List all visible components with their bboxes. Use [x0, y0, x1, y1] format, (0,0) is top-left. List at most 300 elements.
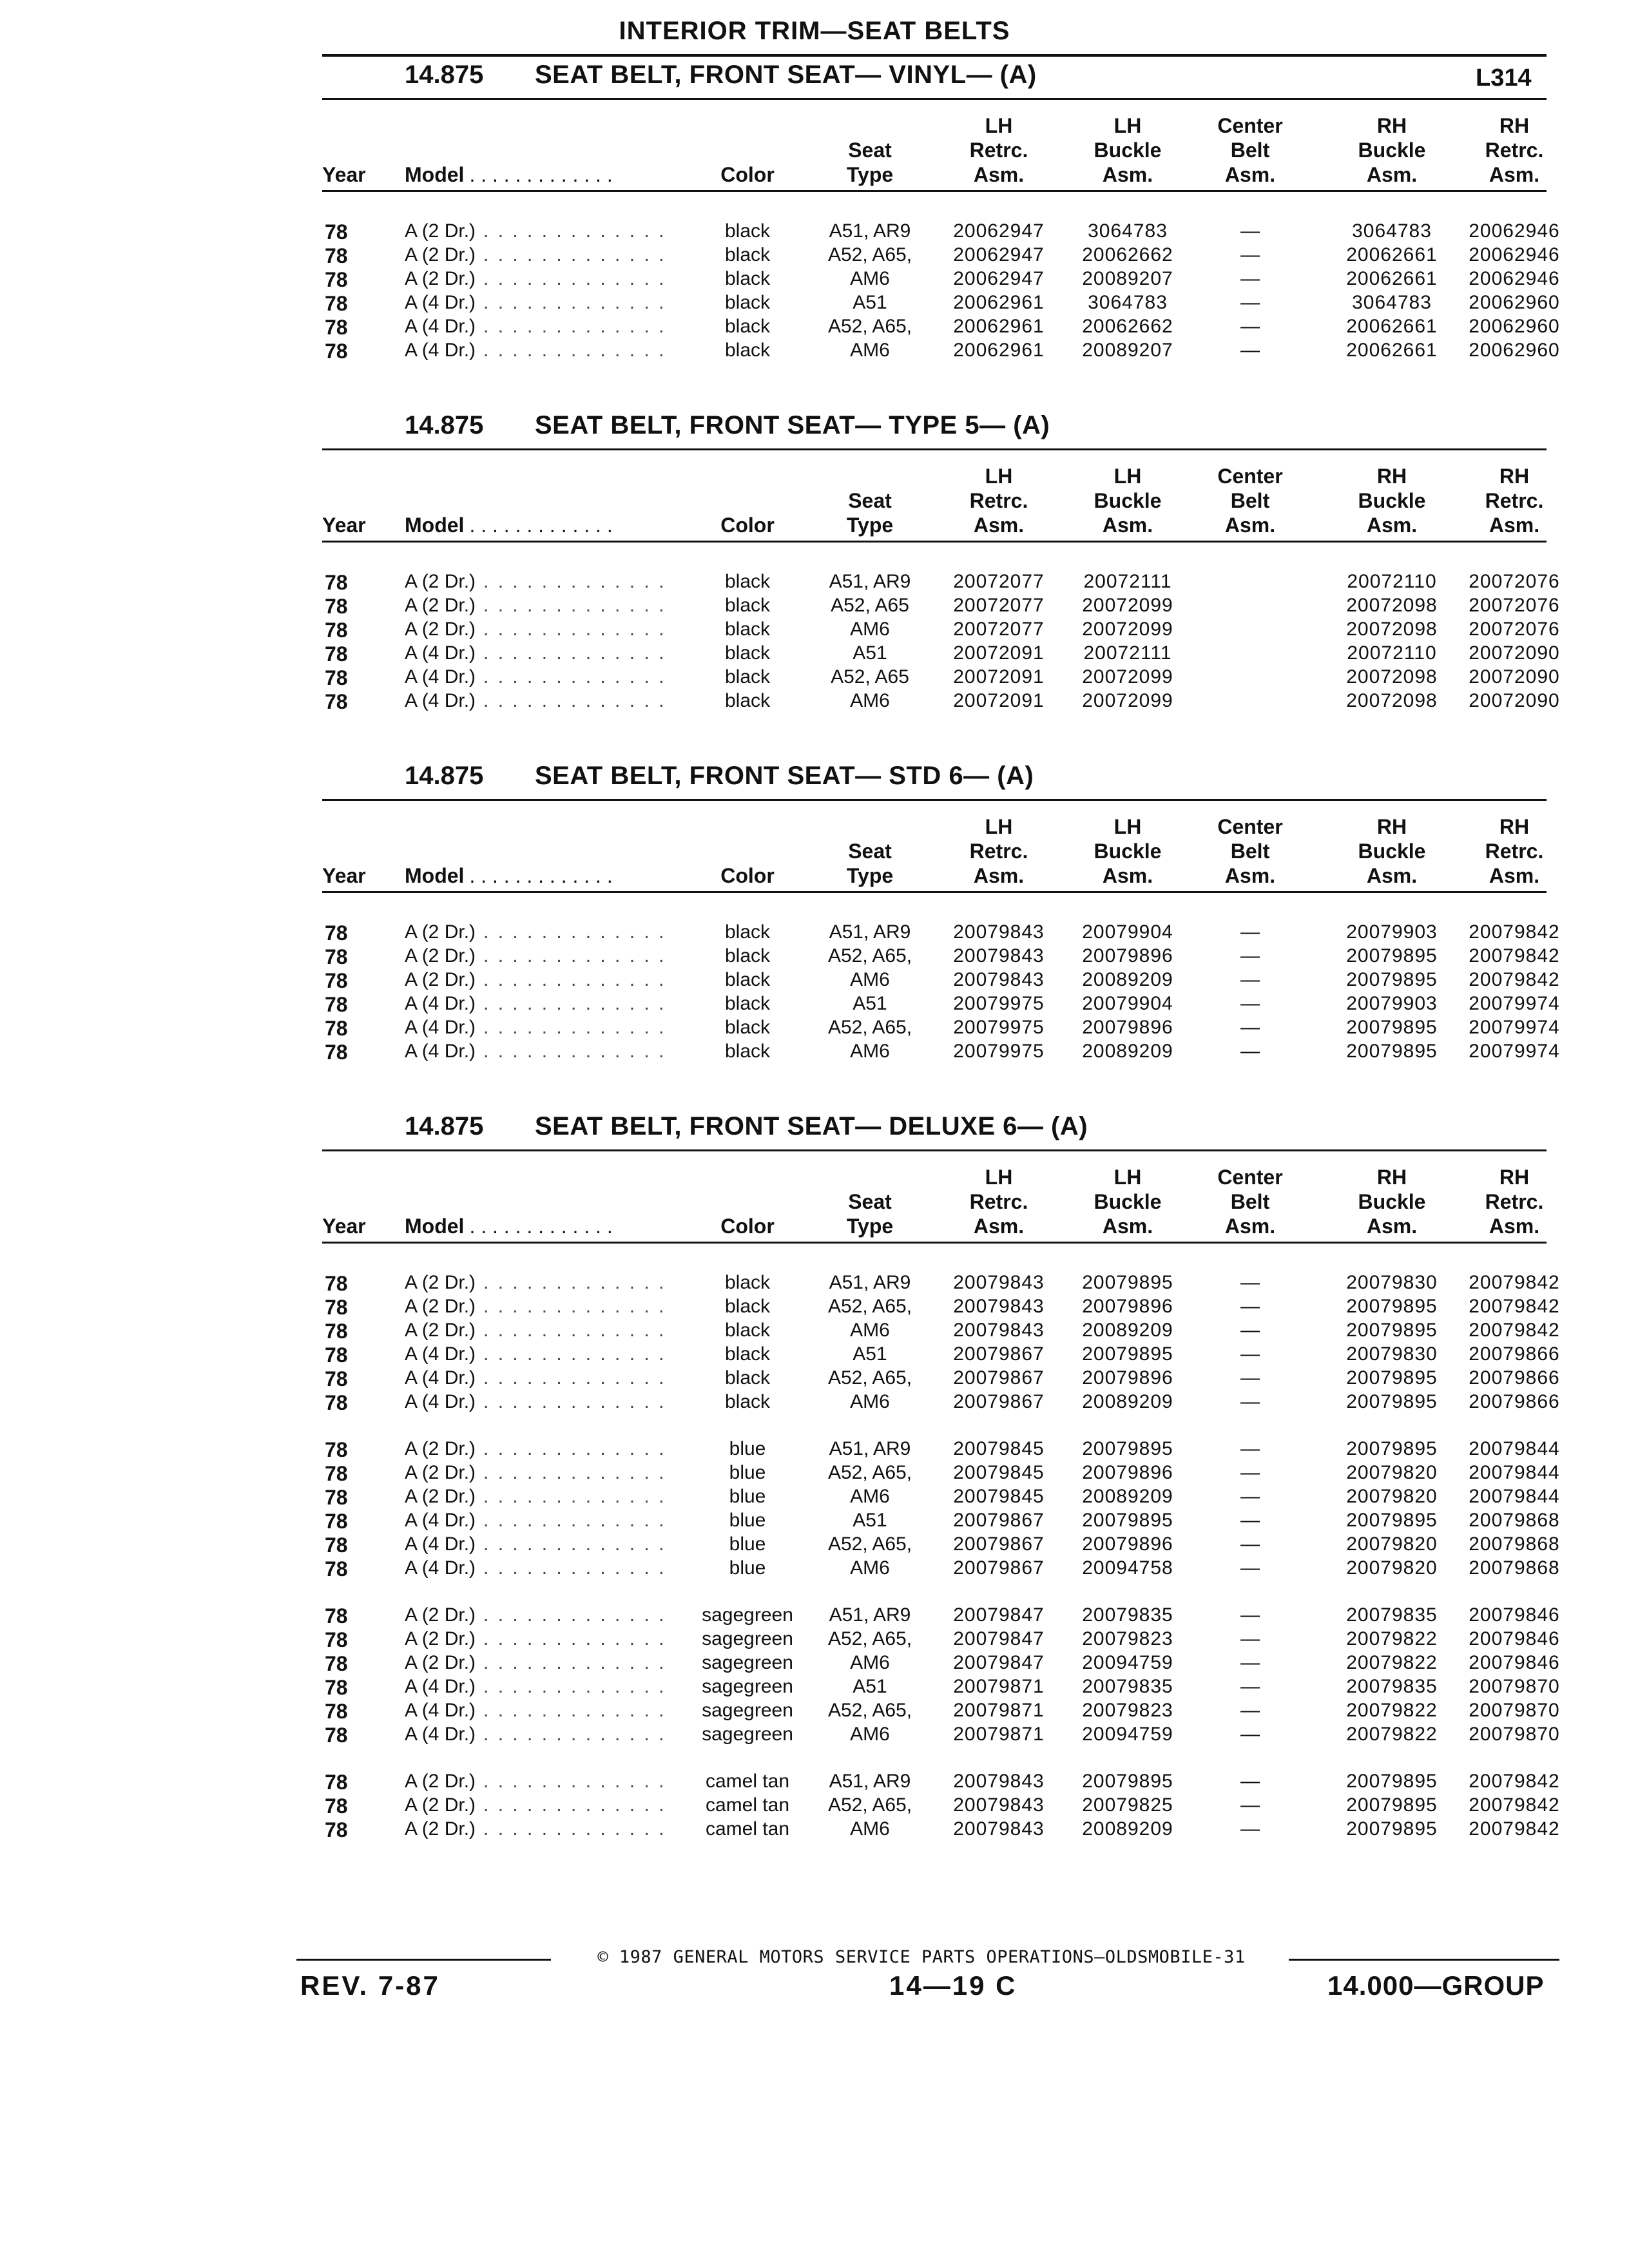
- cell-model: [405, 1438, 675, 1460]
- cell-lh-retractor: 20079845: [953, 1462, 1045, 1483]
- column-lh-buckle-line: Asm.: [1102, 1215, 1153, 1238]
- cell-model-text: A (4 Dr.): [405, 666, 476, 687]
- column-year: [322, 457, 380, 537]
- cell-rh-retractor: 20079846: [1469, 1604, 1560, 1626]
- cell-lh-retractor: 20072077: [953, 571, 1045, 592]
- cell-seat-type: AM6: [850, 268, 890, 289]
- cell-model-dots: . . . . . . . . . . . . .: [483, 690, 666, 711]
- cell-year: 78: [325, 268, 348, 291]
- cell-lh-retractor: 20062961: [953, 292, 1045, 313]
- column-rh-buckle-line: Asm.: [1366, 864, 1418, 887]
- cell-center-belt: —: [1240, 969, 1260, 990]
- cell-lh-buckle: 20089209: [1082, 1320, 1173, 1341]
- column-color-line: Color: [720, 163, 775, 186]
- cell-lh-retractor: 20072077: [953, 619, 1045, 640]
- cell-rh-buckle: 20072098: [1346, 619, 1438, 640]
- column-model-label: Model: [405, 163, 465, 186]
- parts-section: [322, 754, 1560, 1064]
- cell-rh-retractor: 20072090: [1469, 642, 1560, 664]
- table-row: [322, 945, 1560, 969]
- cell-seat-type: A51, AR9: [829, 220, 911, 242]
- cell-model-dots: . . . . . . . . . . . . .: [483, 268, 666, 289]
- cell-lh-retractor: 20079843: [953, 1320, 1045, 1341]
- cell-seat-type: A51: [853, 642, 887, 664]
- cell-rh-retractor: 20079868: [1469, 1510, 1560, 1531]
- cell-lh-buckle: 20062662: [1082, 244, 1173, 265]
- column-year-line: Year: [322, 163, 366, 186]
- table-row: [322, 1367, 1560, 1391]
- cell-lh-retractor: 20072077: [953, 595, 1045, 616]
- table-row: [322, 1320, 1560, 1343]
- cell-lh-retractor: 20062961: [953, 316, 1045, 337]
- cell-rh-retractor: 20079842: [1469, 1818, 1560, 1840]
- cell-model-text: A (4 Dr.): [405, 993, 476, 1014]
- cell-lh-retractor: 20072091: [953, 666, 1045, 687]
- cell-model-text: A (2 Dr.): [405, 571, 476, 592]
- cell-seat-type: A52, A65,: [827, 1296, 912, 1317]
- column-model: [405, 106, 688, 187]
- table-row: [322, 1510, 1560, 1533]
- cell-lh-buckle: 20089209: [1082, 969, 1173, 990]
- cell-model-dots: . . . . . . . . . . . . .: [483, 1700, 666, 1721]
- column-center-belt: [1186, 106, 1315, 187]
- column-lh-retractor: [934, 457, 1063, 537]
- column-seat-type-line: Type: [846, 864, 894, 887]
- column-lh-buckle: [1063, 106, 1192, 187]
- cell-color: sagegreen: [702, 1628, 793, 1649]
- cell-model-text: A (4 Dr.): [405, 340, 476, 361]
- cell-model-dots: . . . . . . . . . . . . .: [483, 244, 666, 265]
- cell-lh-retractor: 20062947: [953, 220, 1045, 242]
- cell-center-belt: —: [1240, 244, 1260, 265]
- cell-lh-retractor: 20072091: [953, 690, 1045, 711]
- cell-rh-buckle: 20079822: [1346, 1724, 1438, 1745]
- cell-seat-type: A51: [853, 993, 887, 1014]
- cell-center-belt: —: [1240, 1628, 1260, 1649]
- cell-center-belt: —: [1240, 1818, 1260, 1840]
- cell-year: 78: [325, 244, 348, 267]
- cell-rh-retractor: 20079842: [1469, 1771, 1560, 1792]
- cell-color: black: [724, 1017, 771, 1038]
- cell-seat-type: A51: [853, 1343, 887, 1365]
- table-row: [322, 571, 1560, 595]
- column-color-line: Color: [720, 1215, 775, 1238]
- cell-rh-retractor: 20062946: [1469, 244, 1560, 265]
- cell-model-text: A (2 Dr.): [405, 969, 476, 990]
- cell-seat-type: A52, A65: [831, 595, 909, 616]
- cell-rh-buckle: 20079820: [1346, 1533, 1438, 1555]
- cell-rh-retractor: 20079842: [1469, 1296, 1560, 1317]
- cell-lh-buckle: 20089209: [1082, 1041, 1173, 1062]
- column-rh-retractor-line: Asm.: [1489, 1215, 1540, 1238]
- cell-rh-retractor: 20079974: [1469, 1017, 1560, 1038]
- cell-rh-retractor: 20079870: [1469, 1676, 1560, 1697]
- cell-lh-retractor: 20079867: [953, 1391, 1045, 1412]
- column-center-belt: [1186, 1158, 1315, 1238]
- cell-seat-type: A52, A65,: [827, 1794, 912, 1816]
- cell-center-belt: —: [1240, 945, 1260, 966]
- table-row: [322, 1700, 1560, 1724]
- cell-year: 78: [325, 1438, 348, 1461]
- column-rh-buckle-line: RH: [1376, 114, 1407, 137]
- table-row: [322, 1557, 1560, 1581]
- cell-year: 78: [325, 571, 348, 594]
- cell-lh-retractor: 20079843: [953, 921, 1045, 943]
- column-lh-buckle-line: Buckle: [1094, 139, 1162, 162]
- cell-model-text: A (4 Dr.): [405, 1676, 476, 1697]
- cell-center-belt: —: [1240, 1391, 1260, 1412]
- column-model: [405, 1158, 688, 1238]
- cell-rh-retractor: 20062960: [1469, 340, 1560, 361]
- column-rh-retractor: [1450, 106, 1579, 187]
- column-rh-buckle-line: Asm.: [1366, 163, 1418, 186]
- cell-model-text: A (2 Dr.): [405, 1604, 476, 1626]
- column-lh-retractor-line: Retrc.: [969, 1190, 1028, 1213]
- cell-color: blue: [729, 1510, 766, 1531]
- column-rh-buckle: [1327, 1158, 1456, 1238]
- cell-center-belt: —: [1240, 1272, 1260, 1293]
- cell-rh-buckle: 20079835: [1346, 1604, 1438, 1626]
- column-rh-buckle-line: Buckle: [1358, 489, 1426, 512]
- cell-rh-retractor: 20062960: [1469, 292, 1560, 313]
- cell-model: [405, 1296, 675, 1318]
- cell-center-belt: —: [1240, 1462, 1260, 1483]
- cell-lh-retractor: 20079843: [953, 1296, 1045, 1317]
- cell-color: sagegreen: [702, 1724, 793, 1745]
- cell-model: [405, 1272, 675, 1294]
- cell-model-text: A (2 Dr.): [405, 1462, 476, 1483]
- cell-year: 78: [325, 945, 348, 968]
- column-rh-buckle: [1327, 457, 1456, 537]
- cell-lh-retractor: 20062947: [953, 268, 1045, 289]
- cell-lh-retractor: 20079847: [953, 1628, 1045, 1649]
- cell-color: black: [724, 921, 771, 943]
- column-lh-retractor-line: Asm.: [973, 514, 1025, 537]
- cell-lh-buckle: 20079896: [1082, 945, 1173, 966]
- cell-model: [405, 1794, 675, 1816]
- cell-rh-retractor: 20079842: [1469, 1272, 1560, 1293]
- column-model-line: [405, 162, 688, 187]
- column-rh-retractor-line: RH: [1499, 815, 1530, 838]
- cell-rh-buckle: 20062661: [1346, 316, 1438, 337]
- cell-color: black: [724, 316, 771, 337]
- cell-model-text: A (2 Dr.): [405, 220, 476, 242]
- cell-model-text: A (2 Dr.): [405, 1628, 476, 1649]
- cell-center-belt: —: [1240, 1604, 1260, 1626]
- cell-model-dots: . . . . . . . . . . . . .: [483, 1628, 666, 1649]
- cell-year: 78: [325, 1533, 348, 1557]
- cell-model: [405, 690, 675, 712]
- cell-color: black: [724, 993, 771, 1014]
- column-seat-type-line: Type: [846, 163, 894, 186]
- table-row: [322, 1296, 1560, 1320]
- cell-model-dots: . . . . . . . . . . . . .: [483, 595, 666, 616]
- cell-lh-retractor: 20079843: [953, 945, 1045, 966]
- table-row: [322, 595, 1560, 619]
- cell-center-belt: —: [1240, 1486, 1260, 1507]
- column-center-belt: [1186, 807, 1315, 888]
- column-rh-buckle-line: RH: [1376, 465, 1407, 488]
- cell-model: [405, 1604, 675, 1626]
- column-color: [696, 457, 799, 537]
- cell-lh-buckle: 20072111: [1083, 571, 1172, 592]
- cell-color: black: [724, 619, 771, 640]
- column-rh-buckle-line: Buckle: [1358, 139, 1426, 162]
- cell-year: 78: [325, 1041, 348, 1064]
- column-lh-retractor-line: Retrc.: [969, 840, 1028, 863]
- cell-rh-buckle: 20079895: [1346, 1794, 1438, 1816]
- cell-color: blue: [729, 1533, 766, 1555]
- cell-seat-type: AM6: [850, 1818, 890, 1840]
- cell-model: [405, 1462, 675, 1484]
- cell-seat-type: A52, A65,: [827, 945, 912, 966]
- column-seat-type: [805, 106, 934, 187]
- column-color: [696, 1158, 799, 1238]
- column-rh-retractor: [1450, 457, 1579, 537]
- cell-model-text: A (2 Dr.): [405, 1320, 476, 1341]
- table-header: [322, 100, 1547, 190]
- cell-seat-type: A52, A65,: [827, 1367, 912, 1389]
- cell-year: 78: [325, 1652, 348, 1675]
- cell-rh-buckle: 20079895: [1346, 1296, 1438, 1317]
- cell-rh-buckle: 20062661: [1346, 340, 1438, 361]
- cell-center-belt: —: [1240, 1041, 1260, 1062]
- column-rh-retractor-line: Asm.: [1489, 864, 1540, 887]
- footer-group: 14.000—GROUP: [1327, 1970, 1545, 2001]
- cell-lh-buckle: 20079895: [1082, 1438, 1173, 1459]
- cell-color: sagegreen: [702, 1700, 793, 1721]
- cell-lh-retractor: 20079843: [953, 1794, 1045, 1816]
- section-name: SEAT BELT, FRONT SEAT— VINYL— (A): [535, 61, 1037, 89]
- cell-model-dots: . . . . . . . . . . . . .: [483, 1041, 666, 1062]
- cell-center-belt: —: [1240, 1676, 1260, 1697]
- column-center-belt-line: Asm.: [1224, 163, 1276, 186]
- cell-model-dots: . . . . . . . . . . . . .: [483, 1533, 666, 1555]
- table-row: [322, 1818, 1560, 1842]
- cell-model: [405, 969, 675, 991]
- cell-model: [405, 340, 675, 361]
- column-lh-retractor-line: Asm.: [973, 1215, 1025, 1238]
- cell-year: 78: [325, 316, 348, 339]
- column-model: [405, 457, 688, 537]
- cell-color: black: [724, 268, 771, 289]
- cell-lh-buckle: 20072099: [1082, 619, 1173, 640]
- cell-rh-retractor: 20079866: [1469, 1343, 1560, 1365]
- cell-lh-retractor: 20079843: [953, 969, 1045, 990]
- cell-rh-buckle: 20079820: [1346, 1486, 1438, 1507]
- column-color-line: Color: [720, 514, 775, 537]
- cell-model-text: A (2 Dr.): [405, 244, 476, 265]
- table-row: [322, 969, 1560, 993]
- column-rh-retractor-line: RH: [1499, 114, 1530, 137]
- cell-year: 78: [325, 1272, 348, 1295]
- cell-year: 78: [325, 1628, 348, 1651]
- cell-rh-buckle: 20079820: [1346, 1557, 1438, 1579]
- table-row: [322, 1017, 1560, 1041]
- column-lh-buckle: [1063, 457, 1192, 537]
- cell-model-dots: . . . . . . . . . . . . .: [483, 316, 666, 337]
- cell-model-text: A (2 Dr.): [405, 1652, 476, 1673]
- cell-model-dots: . . . . . . . . . . . . .: [483, 642, 666, 664]
- cell-seat-type: A51, AR9: [829, 571, 911, 592]
- cell-lh-retractor: 20072091: [953, 642, 1045, 664]
- cell-center-belt: —: [1240, 1652, 1260, 1673]
- cell-model-text: A (2 Dr.): [405, 268, 476, 289]
- cell-rh-retractor: 20079842: [1469, 921, 1560, 943]
- cell-center-belt: —: [1240, 921, 1260, 943]
- cell-seat-type: A51: [853, 292, 887, 313]
- cell-lh-retractor: 20079867: [953, 1367, 1045, 1389]
- cell-model: [405, 316, 675, 338]
- cell-year: 78: [325, 1391, 348, 1414]
- cell-rh-retractor: 20072076: [1469, 595, 1560, 616]
- column-rh-buckle-line: Asm.: [1366, 1215, 1418, 1238]
- cell-lh-retractor: 20079871: [953, 1676, 1045, 1697]
- cell-seat-type: A52, A65: [831, 666, 909, 687]
- cell-model-dots: . . . . . . . . . . . . .: [483, 1438, 666, 1459]
- section-name: SEAT BELT, FRONT SEAT— STD 6— (A): [535, 762, 1034, 790]
- column-year-line: Year: [322, 514, 366, 537]
- cell-rh-buckle: 20079895: [1346, 1391, 1438, 1412]
- cell-lh-buckle: 20079823: [1082, 1700, 1173, 1721]
- cell-year: 78: [325, 1367, 348, 1390]
- cell-year: 78: [325, 642, 348, 666]
- cell-color: black: [724, 1367, 771, 1389]
- cell-color: blue: [729, 1557, 766, 1579]
- cell-rh-retractor: 20079866: [1469, 1391, 1560, 1412]
- cell-lh-buckle: 20079895: [1082, 1510, 1173, 1531]
- cell-seat-type: AM6: [850, 1724, 890, 1745]
- cell-model: [405, 1391, 675, 1413]
- column-year: [322, 807, 380, 888]
- cell-model-dots: . . . . . . . . . . . . .: [483, 945, 666, 966]
- cell-year: 78: [325, 292, 348, 315]
- column-model-dots: . . . . . . . . . . . . .: [469, 163, 613, 186]
- table-row: [322, 244, 1560, 268]
- cell-seat-type: A52, A65,: [827, 1533, 912, 1555]
- cell-model-text: A (4 Dr.): [405, 1041, 476, 1062]
- table-row: [322, 1676, 1560, 1700]
- table-row: [322, 316, 1560, 340]
- cell-rh-retractor: 20062946: [1469, 268, 1560, 289]
- cell-color: camel tan: [705, 1818, 790, 1840]
- cell-lh-buckle: 20089207: [1082, 340, 1173, 361]
- cell-rh-buckle: 20079822: [1346, 1700, 1438, 1721]
- column-center-belt-line: Asm.: [1224, 864, 1276, 887]
- cell-seat-type: AM6: [850, 1391, 890, 1412]
- cell-model: [405, 268, 675, 290]
- cell-model: [405, 1343, 675, 1365]
- cell-lh-retractor: 20079847: [953, 1652, 1045, 1673]
- section-title: [322, 754, 1547, 799]
- cell-model: [405, 1486, 675, 1508]
- cell-lh-retractor: 20079867: [953, 1510, 1045, 1531]
- cell-model-dots: . . . . . . . . . . . . .: [483, 1771, 666, 1792]
- cell-lh-buckle: 20079896: [1082, 1462, 1173, 1483]
- cell-seat-type: A51: [853, 1676, 887, 1697]
- cell-model-dots: . . . . . . . . . . . . .: [483, 1367, 666, 1389]
- cell-model-dots: . . . . . . . . . . . . .: [483, 969, 666, 990]
- cell-model-text: A (4 Dr.): [405, 690, 476, 711]
- parts-section: [322, 403, 1560, 714]
- column-rh-buckle: [1327, 807, 1456, 888]
- cell-color: black: [724, 1041, 771, 1062]
- cell-rh-retractor: 20079870: [1469, 1724, 1560, 1745]
- column-model-dots: . . . . . . . . . . . . .: [469, 1215, 613, 1238]
- cell-year: 78: [325, 1017, 348, 1040]
- cell-year: 78: [325, 1462, 348, 1485]
- cell-rh-retractor: 20079868: [1469, 1557, 1560, 1579]
- cell-lh-retractor: 20079843: [953, 1771, 1045, 1792]
- column-model-dots: . . . . . . . . . . . . .: [469, 864, 613, 887]
- cell-seat-type: A52, A65,: [827, 1700, 912, 1721]
- cell-lh-retractor: 20079867: [953, 1343, 1045, 1365]
- column-model-dots: . . . . . . . . . . . . .: [469, 514, 613, 537]
- column-lh-retractor-line: Retrc.: [969, 489, 1028, 512]
- cell-rh-buckle: 3064783: [1352, 292, 1432, 313]
- cell-rh-retractor: 20079842: [1469, 1320, 1560, 1341]
- cell-center-belt: —: [1240, 1724, 1260, 1745]
- cell-model-text: A (2 Dr.): [405, 619, 476, 640]
- cell-year: 78: [325, 690, 348, 713]
- cell-rh-buckle: 20062661: [1346, 244, 1438, 265]
- table-row: [322, 690, 1560, 714]
- column-center-belt-line: Belt: [1230, 1190, 1270, 1213]
- cell-rh-buckle: 20072098: [1346, 666, 1438, 687]
- cell-model: [405, 619, 675, 640]
- table-body: [322, 192, 1560, 363]
- cell-year: 78: [325, 1604, 348, 1628]
- cell-model-text: A (2 Dr.): [405, 1296, 476, 1317]
- table-body: [322, 893, 1560, 1064]
- cell-model-text: A (4 Dr.): [405, 1557, 476, 1579]
- cell-color: black: [724, 666, 771, 687]
- cell-color: black: [724, 595, 771, 616]
- cell-rh-buckle: 20079895: [1346, 1367, 1438, 1389]
- cell-seat-type: A51, AR9: [829, 1272, 911, 1293]
- cell-center-belt: —: [1240, 1343, 1260, 1365]
- cell-lh-retractor: 20079867: [953, 1557, 1045, 1579]
- cell-lh-retractor: 20079845: [953, 1438, 1045, 1459]
- cell-rh-buckle: 20072110: [1347, 642, 1437, 664]
- cell-model-text: A (4 Dr.): [405, 1510, 476, 1531]
- cell-rh-retractor: 20079866: [1469, 1367, 1560, 1389]
- table-header: [322, 1151, 1547, 1242]
- column-center-belt: [1186, 457, 1315, 537]
- cell-lh-retractor: 20079975: [953, 993, 1045, 1014]
- section-number: 14.875: [405, 411, 484, 439]
- cell-rh-retractor: 20072076: [1469, 619, 1560, 640]
- cell-rh-buckle: 20079895: [1346, 1438, 1438, 1459]
- cell-color: black: [724, 220, 771, 242]
- table-row: [322, 1604, 1560, 1628]
- cell-center-belt: —: [1240, 1296, 1260, 1317]
- cell-model: [405, 244, 675, 266]
- cell-color: black: [724, 690, 771, 711]
- cell-model: [405, 1017, 675, 1039]
- column-year-line: Year: [322, 864, 366, 887]
- cell-seat-type: AM6: [850, 1041, 890, 1062]
- cell-model: [405, 945, 675, 967]
- column-lh-buckle-line: Asm.: [1102, 864, 1153, 887]
- column-center-belt-line: Belt: [1230, 840, 1270, 863]
- cell-seat-type: A52, A65,: [827, 1017, 912, 1038]
- cell-seat-type: A51: [853, 1510, 887, 1531]
- column-center-belt-line: Center: [1217, 815, 1283, 838]
- cell-year: 78: [325, 619, 348, 642]
- column-model-line: [405, 863, 688, 888]
- section-name: SEAT BELT, FRONT SEAT— DELUXE 6— (A): [535, 1112, 1088, 1140]
